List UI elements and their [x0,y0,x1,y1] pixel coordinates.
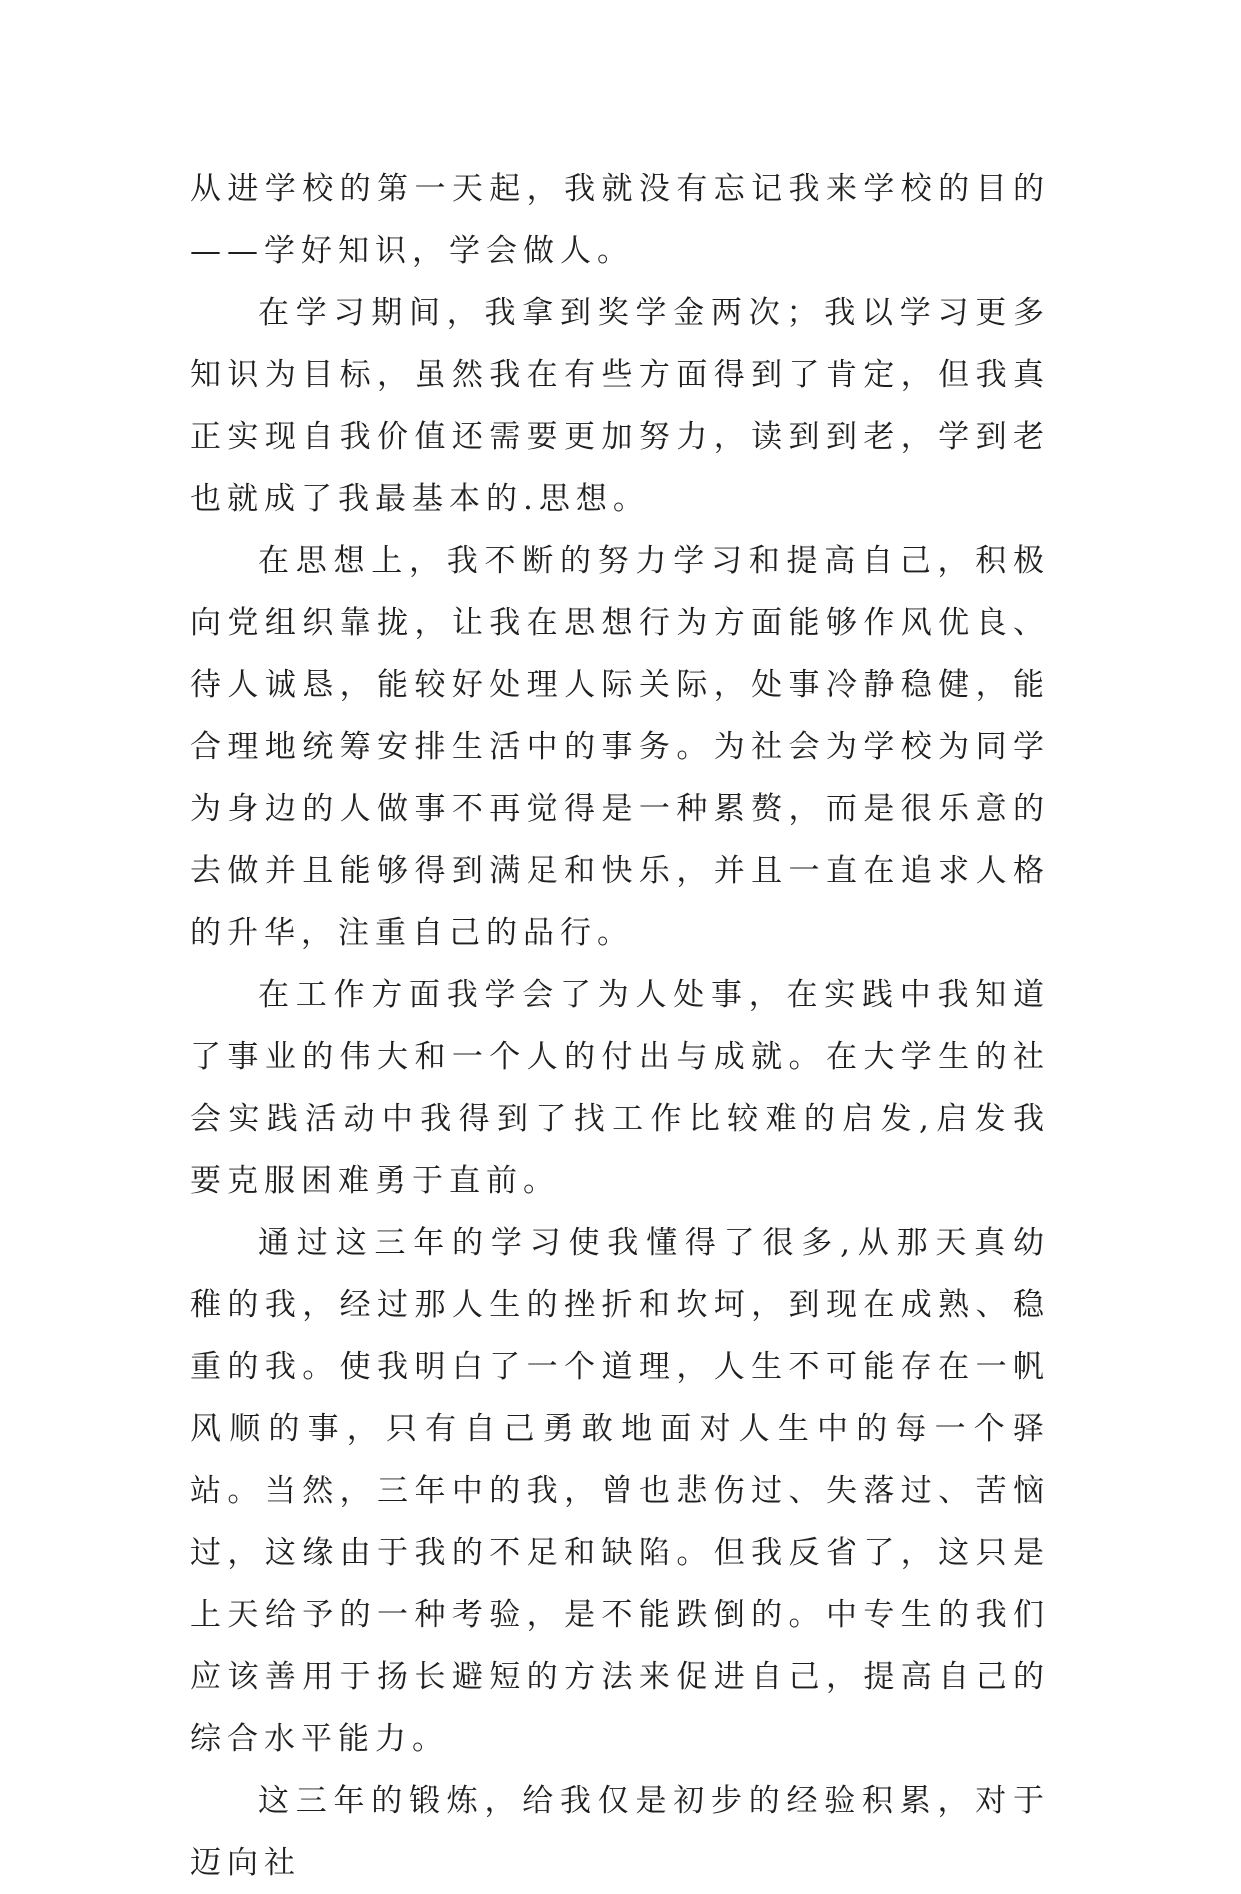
paragraph-2: 在学习期间，我拿到奖学金两次；我以学习更多知识为目标，虽然我在有些方面得到了肯定，但我真正实现自我价值还需要更加努力，读到到老，学到老也就成了我最基本的.思想。 [190,295,1050,517]
document-body [190,158,1050,1894]
paragraph-5: 通过这三年的学习使我懂得了很多,从那天真幼稚的我，经过那人生的挫折和坎坷，到现在成熟、稳重的我。使我明白了一个道理，人生不可能存在一帆风顺的事，只有自己勇敢地面对人生中的每一个驿站。当然，三年中的我，曾也悲伤过、失落过、苦恼过，这缘由于我的不足和缺陷。但我反省了，这只是上天给予的一种考验，是不能跌倒的。中专生的我们应该善用于扬长避短的方法来促进自己，提高自己的综合水平能力。 [190,1225,1050,1757]
paragraph-4: 在工作方面我学会了为人处事，在实践中我知道了事业的伟大和一个人的付出与成就。在大学生的社会实践活动中我得到了找工作比较难的启发,启发我要克服困难勇于直前。 [190,977,1050,1199]
paragraph-6: 这三年的锻炼，给我仅是初步的经验积累，对于迈向社 [190,1783,1050,1881]
paragraph-1: 从进学校的第一天起，我就没有忘记我来学校的目的——学好知识，学会做人。 [190,171,1050,269]
paragraph-3: 在思想上，我不断的努力学习和提高自己，积极向党组织靠拢，让我在思想行为方面能够作风优良、待人诚恳，能较好处理人际关际，处事冷静稳健，能合理地统筹安排生活中的事务。为社会为学校为同学为身边的人做事不再觉得是一种累赘，而是很乐意的去做并且能够得到满足和快乐，并且一直在追求人格的升华，注重自己的品行。 [190,543,1050,951]
